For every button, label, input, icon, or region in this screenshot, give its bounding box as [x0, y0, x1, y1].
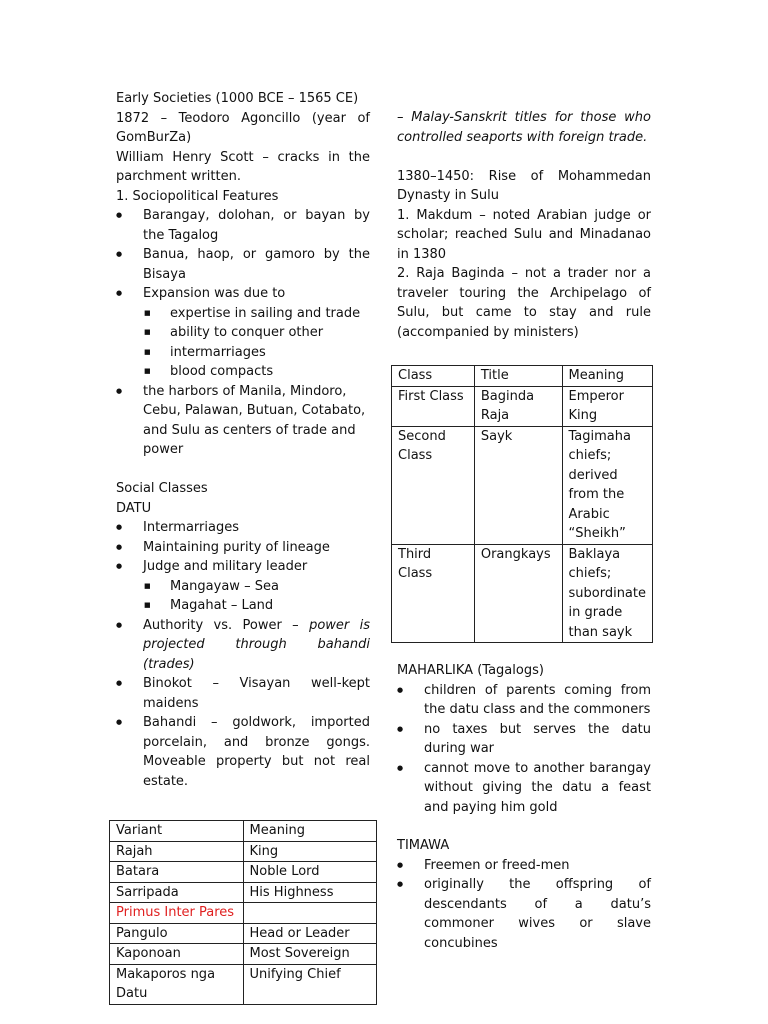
datu-heading: DATU	[116, 500, 152, 516]
timawa-heading: TIMAWA	[397, 838, 450, 853]
table-cell: Baklaya chiefs; subordinate in grade than sayk	[562, 544, 653, 643]
class-table	[391, 365, 653, 643]
table-cell: Tagimaha chiefs; derived from the Arabic “Sheikh”	[562, 426, 653, 544]
list-subitem: ■ Mangayaw – Sea	[116, 577, 370, 597]
list-item: ● Banua, haop, or gamoro by the Bisaya	[116, 245, 370, 284]
list-item: ● Expansion was due to	[116, 284, 370, 304]
list-item: ● Judge and military leader	[116, 557, 370, 577]
social-classes-heading: Social Classes	[116, 481, 208, 496]
datu-list	[116, 518, 370, 791]
table-cell: Batara	[110, 862, 244, 883]
list-subitem: ■ blood compacts	[116, 362, 370, 382]
baginda-item: 2. Raja Baginda – not a trader nor a traveler touring the Archipelago of Sulu, but came to stay and rule (accompanied by ministers)	[397, 266, 651, 340]
table-cell: Sayk	[474, 426, 562, 544]
list-subitem: ■ Magahat – Land	[116, 596, 370, 616]
table-cell: First Class	[392, 386, 475, 426]
list-subitem: ■ ability to conquer other	[116, 323, 370, 343]
table-row	[392, 386, 653, 426]
table-header-cell: Meaning	[562, 366, 653, 387]
table-row	[110, 862, 377, 883]
table-cell: King	[243, 841, 376, 862]
sulu-heading: 1380–1450: Rise of Mohammedan Dynasty in Sulu	[397, 168, 651, 203]
table-cell: Makaporos nga Datu	[110, 964, 244, 1004]
authority-text: Authority vs. Power –	[143, 617, 310, 633]
list-item: ● Binokot – Visayan well-kept maidens	[116, 674, 370, 713]
table-row	[110, 882, 377, 903]
list-item: ● Intermarriages	[116, 518, 370, 538]
table-row	[110, 903, 377, 924]
table-row	[110, 944, 377, 965]
table-cell: Orangkays	[474, 544, 562, 643]
makdum-item: 1. Makdum – noted Arabian judge or scholar; reached Sulu and Minadanao in 1380	[397, 207, 651, 262]
sociopolitical-heading: 1. Sociopolitical Features	[116, 188, 279, 204]
scott-note: William Henry Scott – cracks in the parchment written.	[116, 149, 370, 184]
table-cell: Third Class	[392, 544, 475, 643]
table-cell: Unifying Chief	[243, 964, 376, 1004]
table-header-row	[392, 366, 653, 387]
table-cell	[243, 903, 376, 924]
table-header-cell: Meaning	[243, 821, 376, 842]
variant-table	[109, 820, 377, 1005]
table-cell: Pangulo	[110, 923, 244, 944]
table-cell: Second Class	[392, 426, 475, 544]
table-header-cell: Variant	[110, 821, 244, 842]
table-row	[392, 544, 653, 643]
list-item: ● Barangay, dolohan, or bayan by the Tagalog	[116, 206, 370, 245]
table-cell: Kaponoan	[110, 944, 244, 965]
malay-sanskrit-note: – Malay-Sanskrit titles for those who controlled seaports with foreign trade.	[397, 110, 651, 145]
table-cell: Head or Leader	[243, 923, 376, 944]
table-header-row	[110, 821, 377, 842]
timawa-list	[397, 856, 651, 954]
agoncillo-note: 1872 – Teodoro Agoncillo (year of GomBurZa)	[116, 110, 370, 145]
table-cell: His Highness	[243, 882, 376, 903]
list-item: ● cannot move to another barangay without giving the datu a feast and paying him gold	[397, 759, 651, 818]
list-item: ● no taxes but serves the datu during war	[397, 720, 651, 759]
table-row	[110, 964, 377, 1004]
table-cell: Rajah	[110, 841, 244, 862]
list-item: ● originally the offspring of descendants of a datu’s commoner wives or slave concubines	[397, 875, 651, 953]
table-row	[110, 841, 377, 862]
authority-emphasis: power is projected through bahandi (trades)	[143, 617, 370, 672]
table-cell: Most Sovereign	[243, 944, 376, 965]
list-item: ● children of parents coming from the datu class and the commoners	[397, 681, 651, 720]
table-cell: Primus Inter Pares	[110, 903, 244, 924]
left-column	[116, 89, 370, 1005]
right-column	[397, 108, 651, 953]
page-title: Early Societies (1000 BCE – 1565 CE)	[116, 91, 359, 106]
list-item	[116, 616, 370, 675]
table-cell: Sarripada	[110, 882, 244, 903]
table-header-cell: Title	[474, 366, 562, 387]
table-cell: Noble Lord	[243, 862, 376, 883]
list-item: ● Maintaining purity of lineage	[116, 538, 370, 558]
list-item: ● the harbors of Manila, Mindoro, Cebu, Palawan, Butuan, Cotabato, and Sulu as centers of trade and power	[116, 382, 370, 460]
features-list	[116, 206, 370, 460]
maharlika-heading: MAHARLIKA (Tagalogs)	[397, 663, 544, 678]
table-cell: Baginda Raja	[474, 386, 562, 426]
list-item: ● Freemen or freed-men	[397, 856, 651, 876]
table-cell: Emperor King	[562, 386, 653, 426]
table-row	[392, 426, 653, 544]
list-subitem: ■ intermarriages	[116, 343, 370, 363]
list-item: ● Bahandi – goldwork, imported porcelain, and bronze gongs. Moveable property but not real estate.	[116, 713, 370, 791]
table-row	[110, 923, 377, 944]
maharlika-list	[397, 681, 651, 818]
list-subitem: ■ expertise in sailing and trade	[116, 304, 370, 324]
table-header-cell: Class	[392, 366, 475, 387]
